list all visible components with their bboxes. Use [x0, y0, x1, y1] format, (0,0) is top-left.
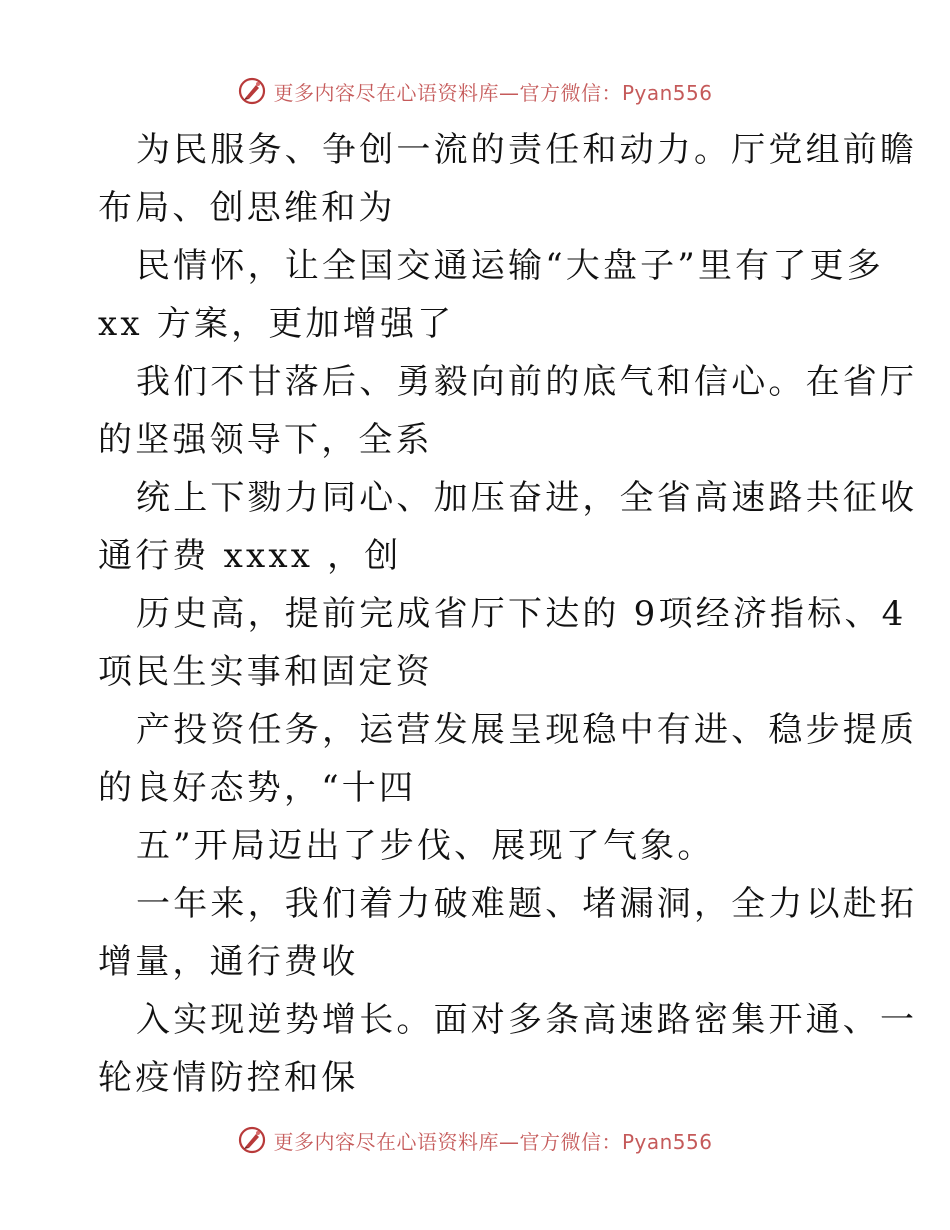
footer-banner [0, 1120, 950, 1160]
text-line: 通行费 xxxx ，创 [98, 536, 402, 576]
pen-logo-icon [237, 1125, 267, 1155]
text-line: 统上下勠力同心、加压奋进，全省高速路共征收 [136, 478, 918, 518]
text-line: 产投资任务，运营发展呈现稳中有进、稳步提质 [136, 710, 918, 750]
text-line: 布局、创思维和为 [98, 188, 396, 228]
header-banner [0, 71, 950, 111]
text-line: 项民生实事和固定资 [98, 652, 433, 692]
text-line: 的良好态势，“十四 [98, 768, 417, 808]
text-line: 我们不甘落后、勇毅向前的底气和信心。在省厅 [136, 362, 918, 402]
text-line: 入实现逆势增长。面对多条高速路密集开通、一 [136, 1000, 918, 1040]
text-line: 民情怀，让全国交通运输“大盘子”里有了更多 [136, 246, 884, 286]
text-line: 的坚强领导下，全系 [98, 420, 433, 460]
text-line: 为民服务、争创一流的责任和动力。厅党组前瞻 [136, 130, 918, 170]
text-line: 一年来，我们着力破难题、堵漏洞，全力以赴拓 [136, 884, 918, 924]
text-line: 增量，通行费收 [98, 942, 359, 982]
header-banner-text: 更多内容尽在心语资料库—官方微信：Pyan556 [273, 80, 713, 105]
text-line: 五”开局迈出了步伐、展现了气象。 [136, 826, 715, 866]
text-line: 历史高，提前完成省厅下达的 9项经济指标、4 [136, 594, 907, 634]
text-line: xx 方案，更加增强了 [98, 304, 455, 344]
footer-banner-text: 更多内容尽在心语资料库—官方微信：Pyan556 [273, 1129, 713, 1154]
text-line: 轮疫情防控和保 [98, 1058, 359, 1098]
pen-logo-icon [237, 76, 267, 106]
